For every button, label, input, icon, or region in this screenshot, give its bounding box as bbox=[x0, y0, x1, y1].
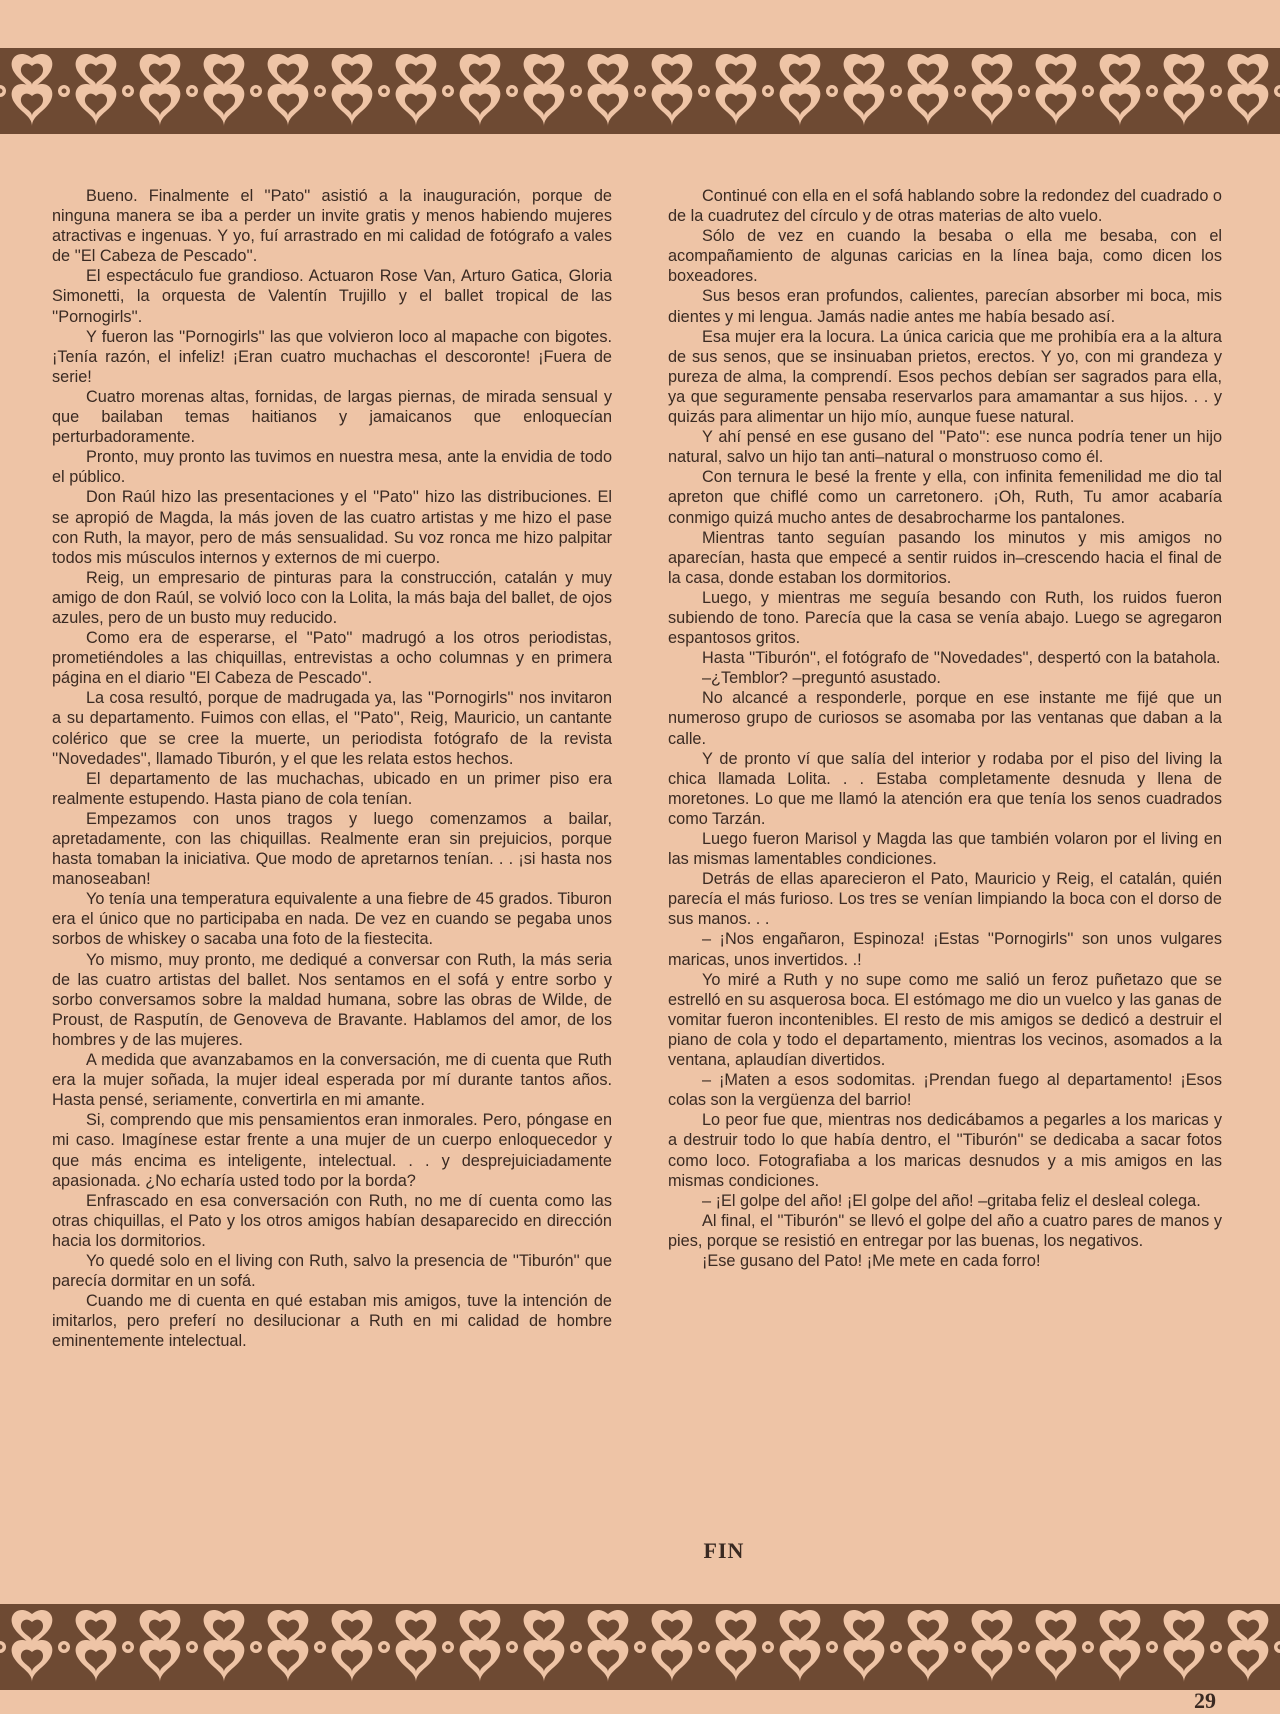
right-column bbox=[668, 186, 1222, 1271]
paragraph: Sus besos eran profundos, calientes, parecían absorber mi boca, mis dientes y mi lengua. Jamás nadie antes me había besado así. bbox=[668, 287, 1222, 326]
paragraph: Don Raúl hizo las presentaciones y el ''Pato'' hizo las distribuciones. El se apropió de Magda, la más joven de las cuatro artistas y me hizo el pase con Ruth, la mayor, pero de más sensualidad. Su voz ronca me hizo palpitar todos mis músculos internos y externos de mi cuerpo. bbox=[52, 488, 612, 567]
paragraph: Luego fueron Marisol y Magda las que también volaron por el living en las mismas lamentables condiciones. bbox=[668, 830, 1222, 869]
paragraph: Yo mismo, muy pronto, me dediqué a conversar con Ruth, la más seria de las cuatro artistas del ballet. Nos sentamos en el sofá y entre sorbo y sorbo conversamos sobre la maldad humana, sobre las obras de Wilde, de Proust, de Rasputín, de Genoveva de Bravante. Hablamos del amor, de los hombres y de las mujeres. bbox=[52, 950, 612, 1049]
paragraph: – ¡Nos engañaron, Espinoza! ¡Estas ''Pornogirls'' son unos vulgares maricas, unos invertidos. .! bbox=[668, 930, 1222, 969]
paragraph: Mientras tanto seguían pasando los minutos y mis amigos no aparecían, hasta que empecé a sentir ruidos in–crescendo hacia el final de la casa, donde estaban los dormitorios. bbox=[668, 528, 1222, 587]
page-number: 29 bbox=[1194, 1688, 1216, 1713]
paragraph: Cuando me di cuenta en qué estaban mis amigos, tuve la intención de imitarlos, pero preferí no desilucionar a Ruth en mi calidad de hombre eminentemente intelectual. bbox=[52, 1292, 612, 1351]
paragraph: Lo peor fue que, mientras nos dedicábamos a pegarles a los maricas y a destruir todo lo que había dentro, el ''Tiburón'' se dedicaba a sacar fotos como loco. Fotografiaba a los maricas desnudos y a mis amigos en las mismas condiciones. bbox=[668, 1111, 1222, 1190]
paragraph: – ¡Maten a esos sodomitas. ¡Prendan fuego al departamento! ¡Esos colas son la vergüenza del barrio! bbox=[668, 1071, 1222, 1110]
paragraph: Yo tenía una temperatura equivalente a una fiebre de 45 grados. Tiburon era el único que no participaba en nada. De vez en cuando se pegaba unos sorbos de whiskey o sacaba una foto de la fiestecita. bbox=[52, 890, 612, 949]
paragraph: Y ahí pensé en ese gusano del ''Pato'': ese nunca podría tener un hijo natural, salvo un hijo tan anti–natural o monstruoso como él. bbox=[668, 428, 1222, 467]
paragraph: Yo miré a Ruth y no supe como me salió un feroz puñetazo que se estrelló en su asquerosa boca. El estómago me dio un vuelco y las ganas de vomitar fueron incontenibles. El resto de mis amigos se dedicó a destruir el piano de cola y todo el departamento, mientras los vecinos, asomados a la ventana, aplaudían divertidos. bbox=[668, 970, 1222, 1070]
paragraph: La cosa resultó, porque de madrugada ya, las ''Pornogirls'' nos invitaron a su departamento. Fuimos con ellas, el ''Pato'', Reig, Mauricio, un cantante colérico que se cree la muerte, un periodista fotógrafo de la revista ''Novedades'', llamado Tiburón, y el que les relata estos hechos. bbox=[52, 689, 612, 768]
paragraph: Cuatro morenas altas, fornidas, de largas piernas, de mirada sensual y que bailaban temas haitianos y jamaicanos que enloquecían perturbadoramente. bbox=[52, 387, 612, 447]
paragraph: El departamento de las muchachas, ubicado en un primer piso era realmente estupendo. Hasta piano de cola tenían. bbox=[52, 769, 612, 808]
end-mark: FIN bbox=[703, 1538, 745, 1563]
paragraph: Empezamos con unos tragos y luego comenzamos a bailar, apretadamente, con las chiquillas. Realmente eran sin prejuicios, porque hasta tomaban la iniciativa. Que modo de apretarnos tenían. . . ¡si hasta nos manoseaban! bbox=[52, 809, 612, 889]
paragraph: Detrás de ellas aparecieron el Pato, Mauricio y Reig, el catalán, quién parecía el más furioso. Los tres se venían limpiando la boca con el dorso de sus manos. . . bbox=[668, 870, 1222, 929]
paragraph: Luego, y mientras me seguía besando con Ruth, los ruidos fueron subiendo de tono. Parecía que la casa se venía abajo. Luego se agregaron espantosos gritos. bbox=[668, 588, 1222, 648]
paragraph: Bueno. Finalmente el ''Pato'' asistió a la inauguración, porque de ninguna manera se iba a perder un invite gratis y menos habiendo mujeres atractivas e ingenuas. Y yo, fuí arrastrado en mi calidad de fotógrafo a vales de ''El Cabeza de Pescado''. bbox=[52, 187, 612, 266]
paragraph: Continué con ella en el sofá hablando sobre la redondez del cuadrado o de la cuadrutez del círculo y de otras materias de alto vuelo. bbox=[668, 187, 1222, 226]
paragraph: Al final, el ''Tiburón'' se llevó el golpe del año a cuatro pares de manos y pies, porque se resistió en entregar por las buenas, los negativos. bbox=[668, 1211, 1222, 1250]
paragraph: – ¡El golpe del año! ¡El golpe del año! –gritaba feliz el desleal colega. bbox=[702, 1191, 1201, 1210]
paragraph: Con ternura le besé la frente y ella, con infinita femenilidad me dio tal apreton que chiflé como un carretonero. ¡Oh, Ruth, Tu amor acabaría conmigo quizá mucho antes de desabrocharme los pantalones. bbox=[668, 468, 1222, 527]
paragraph: Como era de esperarse, el ''Pato'' madrugó a los otros periodistas, prometiéndoles a las chiquillas, entrevistas a ocho columnas y en primera página en el diario ''El Cabeza de Pescado''. bbox=[52, 629, 612, 688]
left-column bbox=[52, 186, 612, 1351]
top-ornamental-border bbox=[0, 48, 1280, 134]
paragraph: –¿Temblor? –preguntó asustado. bbox=[702, 669, 941, 688]
paragraph: Y de pronto ví que salía del interior y rodaba por el piso del living la chica llamada Lolita. . . Estaba completamente desnuda y llena de moretones. Lo que me llamó la atención era que tenía los senos cuadrados como Tarzán. bbox=[668, 749, 1222, 828]
paragraph: Enfrascado en esa conversación con Ruth, no me dí cuenta como las otras chiquillas, el Pato y los otros amigos habían desaparecido en dirección hacia los dormitorios. bbox=[52, 1191, 612, 1250]
paragraph: El espectáculo fue grandioso. Actuaron Rose Van, Arturo Gatica, Gloria Simonetti, la orquesta de Valentín Trujillo y el ballet tropical de las ''Pornogirls''. bbox=[52, 267, 612, 326]
paragraph: Esa mujer era la locura. La única caricia que me prohibía era a la altura de sus senos, que se insinuaban prietos, erectos. Y yo, con mi grandeza y pureza de alma, la comprendí. Esos pechos debían ser sagrados para ella, ya que seguramente pensaba reservarlos para amamantar a sus hijos. . . y quizás para alimentar un hijo mío, aunque fuese natural. bbox=[668, 327, 1222, 427]
paragraph: Hasta ''Tiburón'', el fotógrafo de ''Novedades'', despertó con la batahola. bbox=[702, 649, 1221, 668]
paragraph: Sólo de vez en cuando la besaba o ella me besaba, con el acompañamiento de algunas caricias en la línea baja, como dicen los boxeadores. bbox=[668, 227, 1222, 286]
paragraph: Yo quedé solo en el living con Ruth, salvo la presencia de ''Tiburón'' que parecía dormitar en un sofá. bbox=[52, 1251, 612, 1291]
paragraph: No alcancé a responderle, porque en ese instante me fijé que un numeroso grupo de curiosos se asomaba por las ventanas que daban a la calle. bbox=[668, 689, 1222, 748]
paragraph: Pronto, muy pronto las tuvimos en nuestra mesa, ante la envidia de todo el público. bbox=[52, 448, 612, 487]
paragraph: Y fueron las ''Pornogirls'' las que volvieron loco al mapache con bigotes. ¡Tenía razón, el infeliz! ¡Eran cuatro muchachas el descoronte! ¡Fuera de serie! bbox=[52, 327, 612, 386]
paragraph: Reig, un empresario de pinturas para la construcción, catalán y muy amigo de don Raúl, se volvió loco con la Lolita, la más baja del ballet, de ojos azules, pero de un busto muy reducido. bbox=[52, 568, 612, 627]
paragraph: Si, comprendo que mis pensamientos eran inmorales. Pero, póngase en mi caso. Imagínese estar frente a una mujer de un cuerpo enloquecedor y que más encima es inteligente, intelectual. . . y desprejuiciadamente apasionada. ¿No echaría usted todo por la borda? bbox=[52, 1111, 612, 1190]
paragraph: ¡Ese gusano del Pato! ¡Me mete en cada forro! bbox=[702, 1251, 1041, 1270]
bottom-ornamental-border bbox=[0, 1604, 1280, 1690]
paragraph: A medida que avanzabamos en la conversación, me di cuenta que Ruth era la mujer soñada, la mujer ideal esperada por mí durante tantos años. Hasta pensé, seriamente, convertirla en mi amante. bbox=[52, 1051, 612, 1110]
